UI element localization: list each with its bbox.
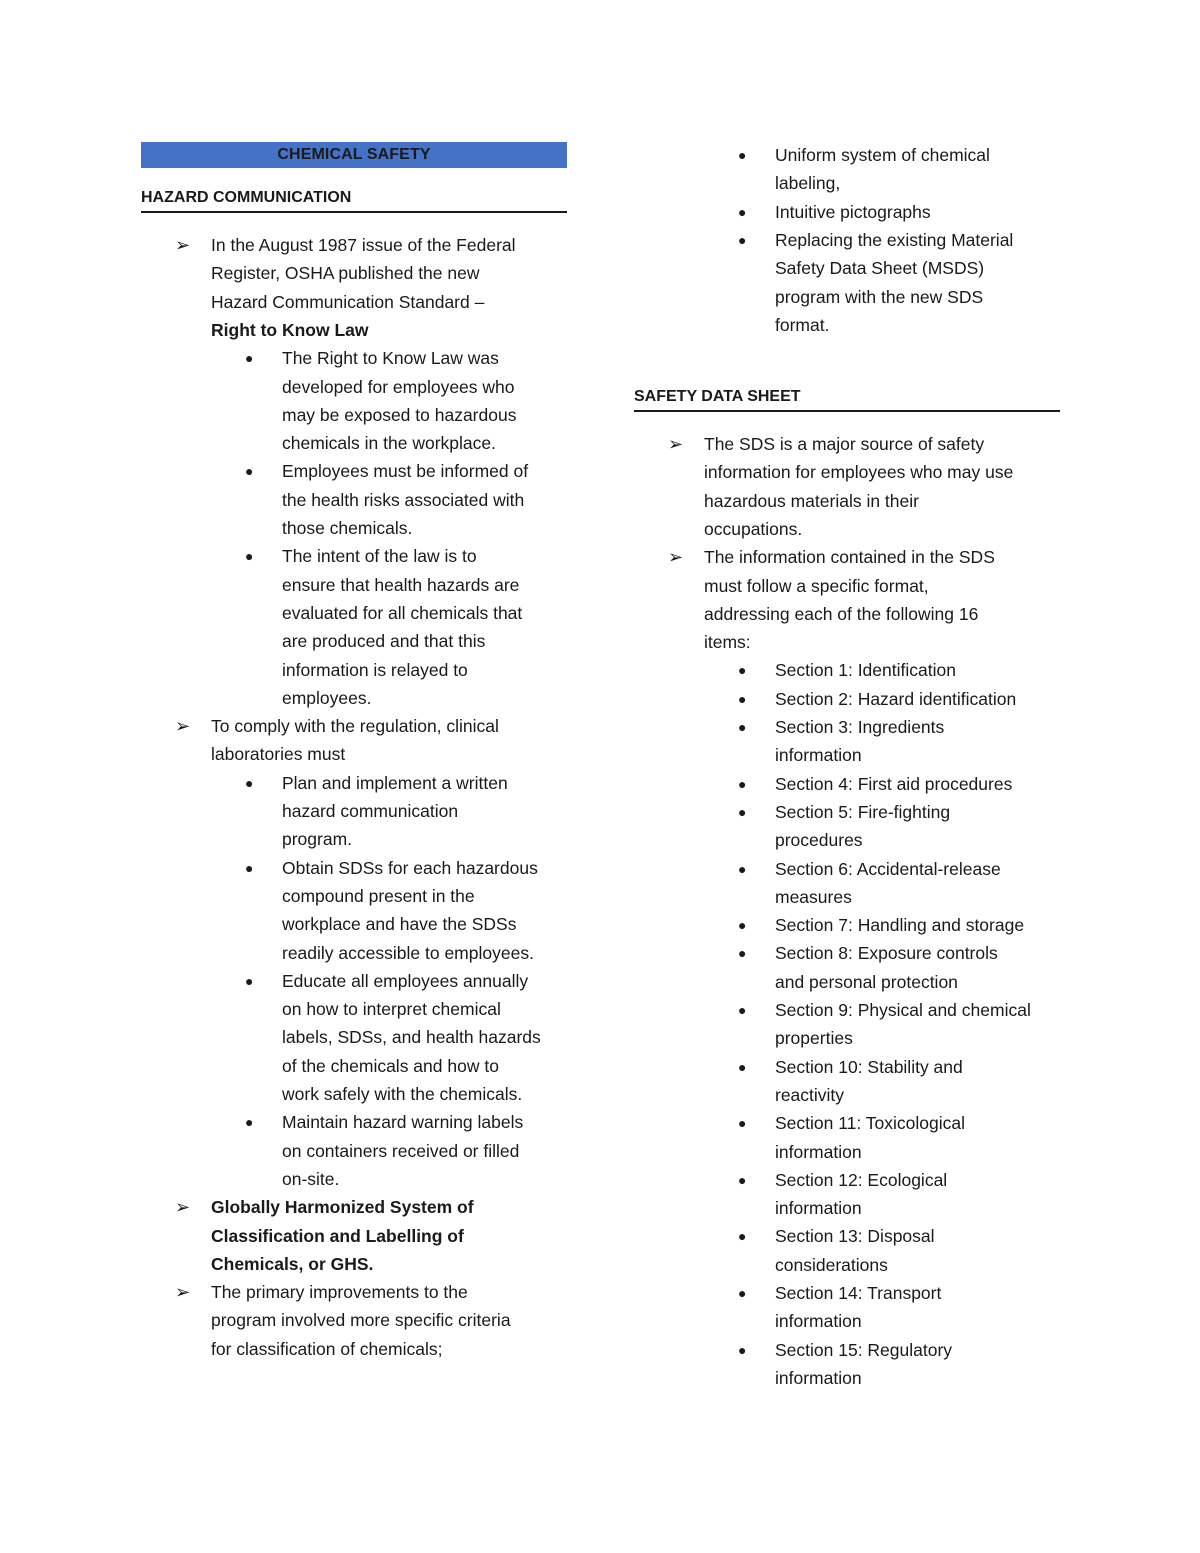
sds-section-item: information <box>775 1311 862 1332</box>
sds-section-item: Section 11: Toxicological <box>775 1113 966 1134</box>
bullet-icon: ● <box>738 803 747 820</box>
sds-section-item: Section 4: First aid procedures <box>775 773 1013 794</box>
sds-section-item: Section 8: Exposure controls <box>775 943 998 964</box>
sds-section-item: Section 12: Ecological <box>775 1169 948 1190</box>
bullet-icon: ● <box>738 719 747 735</box>
arrow-bullet-icon: ➢ <box>175 1282 191 1303</box>
sds-section-item: considerations <box>775 1254 888 1275</box>
arrow-bullet-icon: ➢ <box>175 1197 191 1218</box>
list-item: Classification and Labelling of <box>211 1225 464 1246</box>
sds-section-item: Section 1: Identification <box>775 660 956 681</box>
list-item: addressing each of the following 16 <box>704 603 979 624</box>
list-item: those chemicals. <box>282 518 413 538</box>
bullet-icon: ● <box>738 1115 747 1132</box>
list-item: Obtain SDSs for each hazardous <box>282 857 538 878</box>
sds-section-item: Section 6: Accidental-release <box>775 858 1001 879</box>
list-item: the health risks associated with <box>282 489 525 510</box>
list-item: Hazard Communication Standard – <box>211 291 485 312</box>
sds-section-item: Section 15: Regulatory <box>775 1339 953 1360</box>
sds-section-item: Section 9: Physical and chemical <box>775 1000 1031 1020</box>
sds-section-item: information <box>775 1141 862 1162</box>
bullet-icon: ● <box>738 945 747 962</box>
list-item: Plan and implement a written <box>282 772 508 793</box>
list-item: Employees must be informed of <box>282 461 529 482</box>
sds-section-item: properties <box>775 1028 853 1049</box>
list-item: Maintain hazard warning labels <box>282 1112 524 1133</box>
list-item: The SDS is a major source of safety <box>704 434 985 454</box>
list-item: chemicals in the workplace. <box>282 433 496 454</box>
list-item: items: <box>704 632 751 653</box>
sds-section-item: Section 14: Transport <box>775 1283 942 1303</box>
list-item: occupations. <box>704 518 803 539</box>
list-item: readily accessible to employees. <box>282 942 534 963</box>
list-item: compound present in the <box>282 885 475 906</box>
bullet-icon: ● <box>738 917 747 934</box>
list-item: information is relayed to <box>282 659 468 680</box>
list-item: program. <box>282 829 353 850</box>
sds-section-item: and personal protection <box>775 971 958 992</box>
list-item: In the August 1987 issue of the Federal <box>211 235 516 255</box>
list-item: workplace and have the SDSs <box>282 914 517 935</box>
safety-data-sheet-heading: SAFETY DATA SHEET <box>634 387 1060 412</box>
list-item: program involved more specific criteria <box>211 1310 511 1331</box>
sds-section-item: Section 5: Fire-fighting <box>775 801 951 822</box>
arrow-bullet-icon: ➢ <box>175 716 191 737</box>
list-item: The information contained in the SDS <box>704 547 995 568</box>
list-item: Uniform system of chemical <box>775 145 990 165</box>
list-item: Chemicals, or GHS. <box>211 1253 374 1274</box>
list-item: Intuitive pictographs <box>775 201 931 222</box>
sds-section-item: Section 13: Disposal <box>775 1226 935 1247</box>
page-title: CHEMICAL SAFETY <box>141 142 567 168</box>
bullet-icon: ● <box>738 147 747 163</box>
list-item: Educate all employees annually <box>282 970 529 991</box>
list-item: on how to interpret chemical <box>282 999 501 1020</box>
sds-section-item: reactivity <box>775 1084 845 1105</box>
list-item: for classification of chemicals; <box>211 1338 443 1359</box>
list-item: program with the new SDS <box>775 286 984 307</box>
list-item: on-site. <box>282 1168 340 1189</box>
bullet-icon: ● <box>738 1341 747 1358</box>
bullet-icon: ● <box>738 1171 747 1188</box>
arrow-bullet-icon: ➢ <box>175 235 191 255</box>
right-to-know-law: Right to Know Law <box>211 319 369 340</box>
list-item: Register, OSHA published the new <box>211 263 480 284</box>
bullet-icon: ● <box>738 1285 747 1301</box>
list-item: labels, SDSs, and health hazards <box>282 1027 541 1048</box>
bullet-icon: ● <box>738 231 747 248</box>
bullet-icon: ● <box>738 860 747 877</box>
list-item: The intent of the law is to <box>282 546 477 567</box>
bullet-icon: ● <box>245 548 254 565</box>
sds-section-item: information <box>775 745 862 766</box>
arrow-bullet-icon: ➢ <box>668 547 684 568</box>
bullet-icon: ● <box>245 972 254 989</box>
sds-section-item: Section 3: Ingredients <box>775 717 945 737</box>
list-item: Safety Data Sheet (MSDS) <box>775 258 985 279</box>
list-item: evaluated for all chemicals that <box>282 602 523 623</box>
list-item: Replacing the existing Material <box>775 229 1014 250</box>
bullet-icon: ● <box>245 350 254 367</box>
list-item: labeling, <box>775 173 841 194</box>
list-item: information for employees who may use <box>704 462 1014 483</box>
sds-section-item: Section 10: Stability and <box>775 1056 963 1077</box>
sds-section-item: information <box>775 1367 862 1388</box>
bullet-icon: ● <box>738 662 747 679</box>
bullet-icon: ● <box>738 1058 747 1075</box>
list-item: The Right to Know Law was <box>282 348 499 369</box>
list-item: must follow a specific format, <box>704 575 929 596</box>
bullet-icon: ● <box>245 1114 254 1131</box>
list-item: hazardous materials in their <box>704 490 919 511</box>
list-item: of the chemicals and how to <box>282 1055 499 1076</box>
list-item: format. <box>775 314 830 335</box>
list-item: work safely with the chemicals. <box>282 1084 523 1104</box>
list-item: ensure that health hazards are <box>282 574 520 595</box>
list-item: The primary improvements to the <box>211 1282 468 1303</box>
sds-section-item: Section 7: Handling and storage <box>775 915 1025 936</box>
sds-section-item: procedures <box>775 830 863 851</box>
list-item: laboratories must <box>211 744 346 765</box>
bullet-icon: ● <box>245 774 254 791</box>
hazard-communication-heading: HAZARD COMMUNICATION <box>141 188 567 213</box>
bullet-icon: ● <box>245 463 254 480</box>
bullet-icon: ● <box>738 203 747 220</box>
bullet-icon: ● <box>738 1002 747 1018</box>
list-item: are produced and that this <box>282 631 486 652</box>
sds-section-item: information <box>775 1198 862 1219</box>
list-item: hazard communication <box>282 801 459 821</box>
bullet-icon: ● <box>245 859 254 876</box>
list-item: employees. <box>282 687 372 708</box>
list-item: on containers received or filled <box>282 1140 520 1161</box>
list-item: developed for employees who <box>282 376 515 397</box>
bullet-icon: ● <box>738 1228 747 1245</box>
bullet-icon: ● <box>738 775 747 792</box>
bullet-icon: ● <box>738 690 747 707</box>
sds-section-item: measures <box>775 886 852 907</box>
list-item: may be exposed to hazardous <box>282 404 517 425</box>
list-item: Globally Harmonized System of <box>211 1197 474 1218</box>
sds-section-item: Section 2: Hazard identification <box>775 688 1017 709</box>
arrow-bullet-icon: ➢ <box>668 434 684 454</box>
list-item: To comply with the regulation, clinical <box>211 716 499 737</box>
